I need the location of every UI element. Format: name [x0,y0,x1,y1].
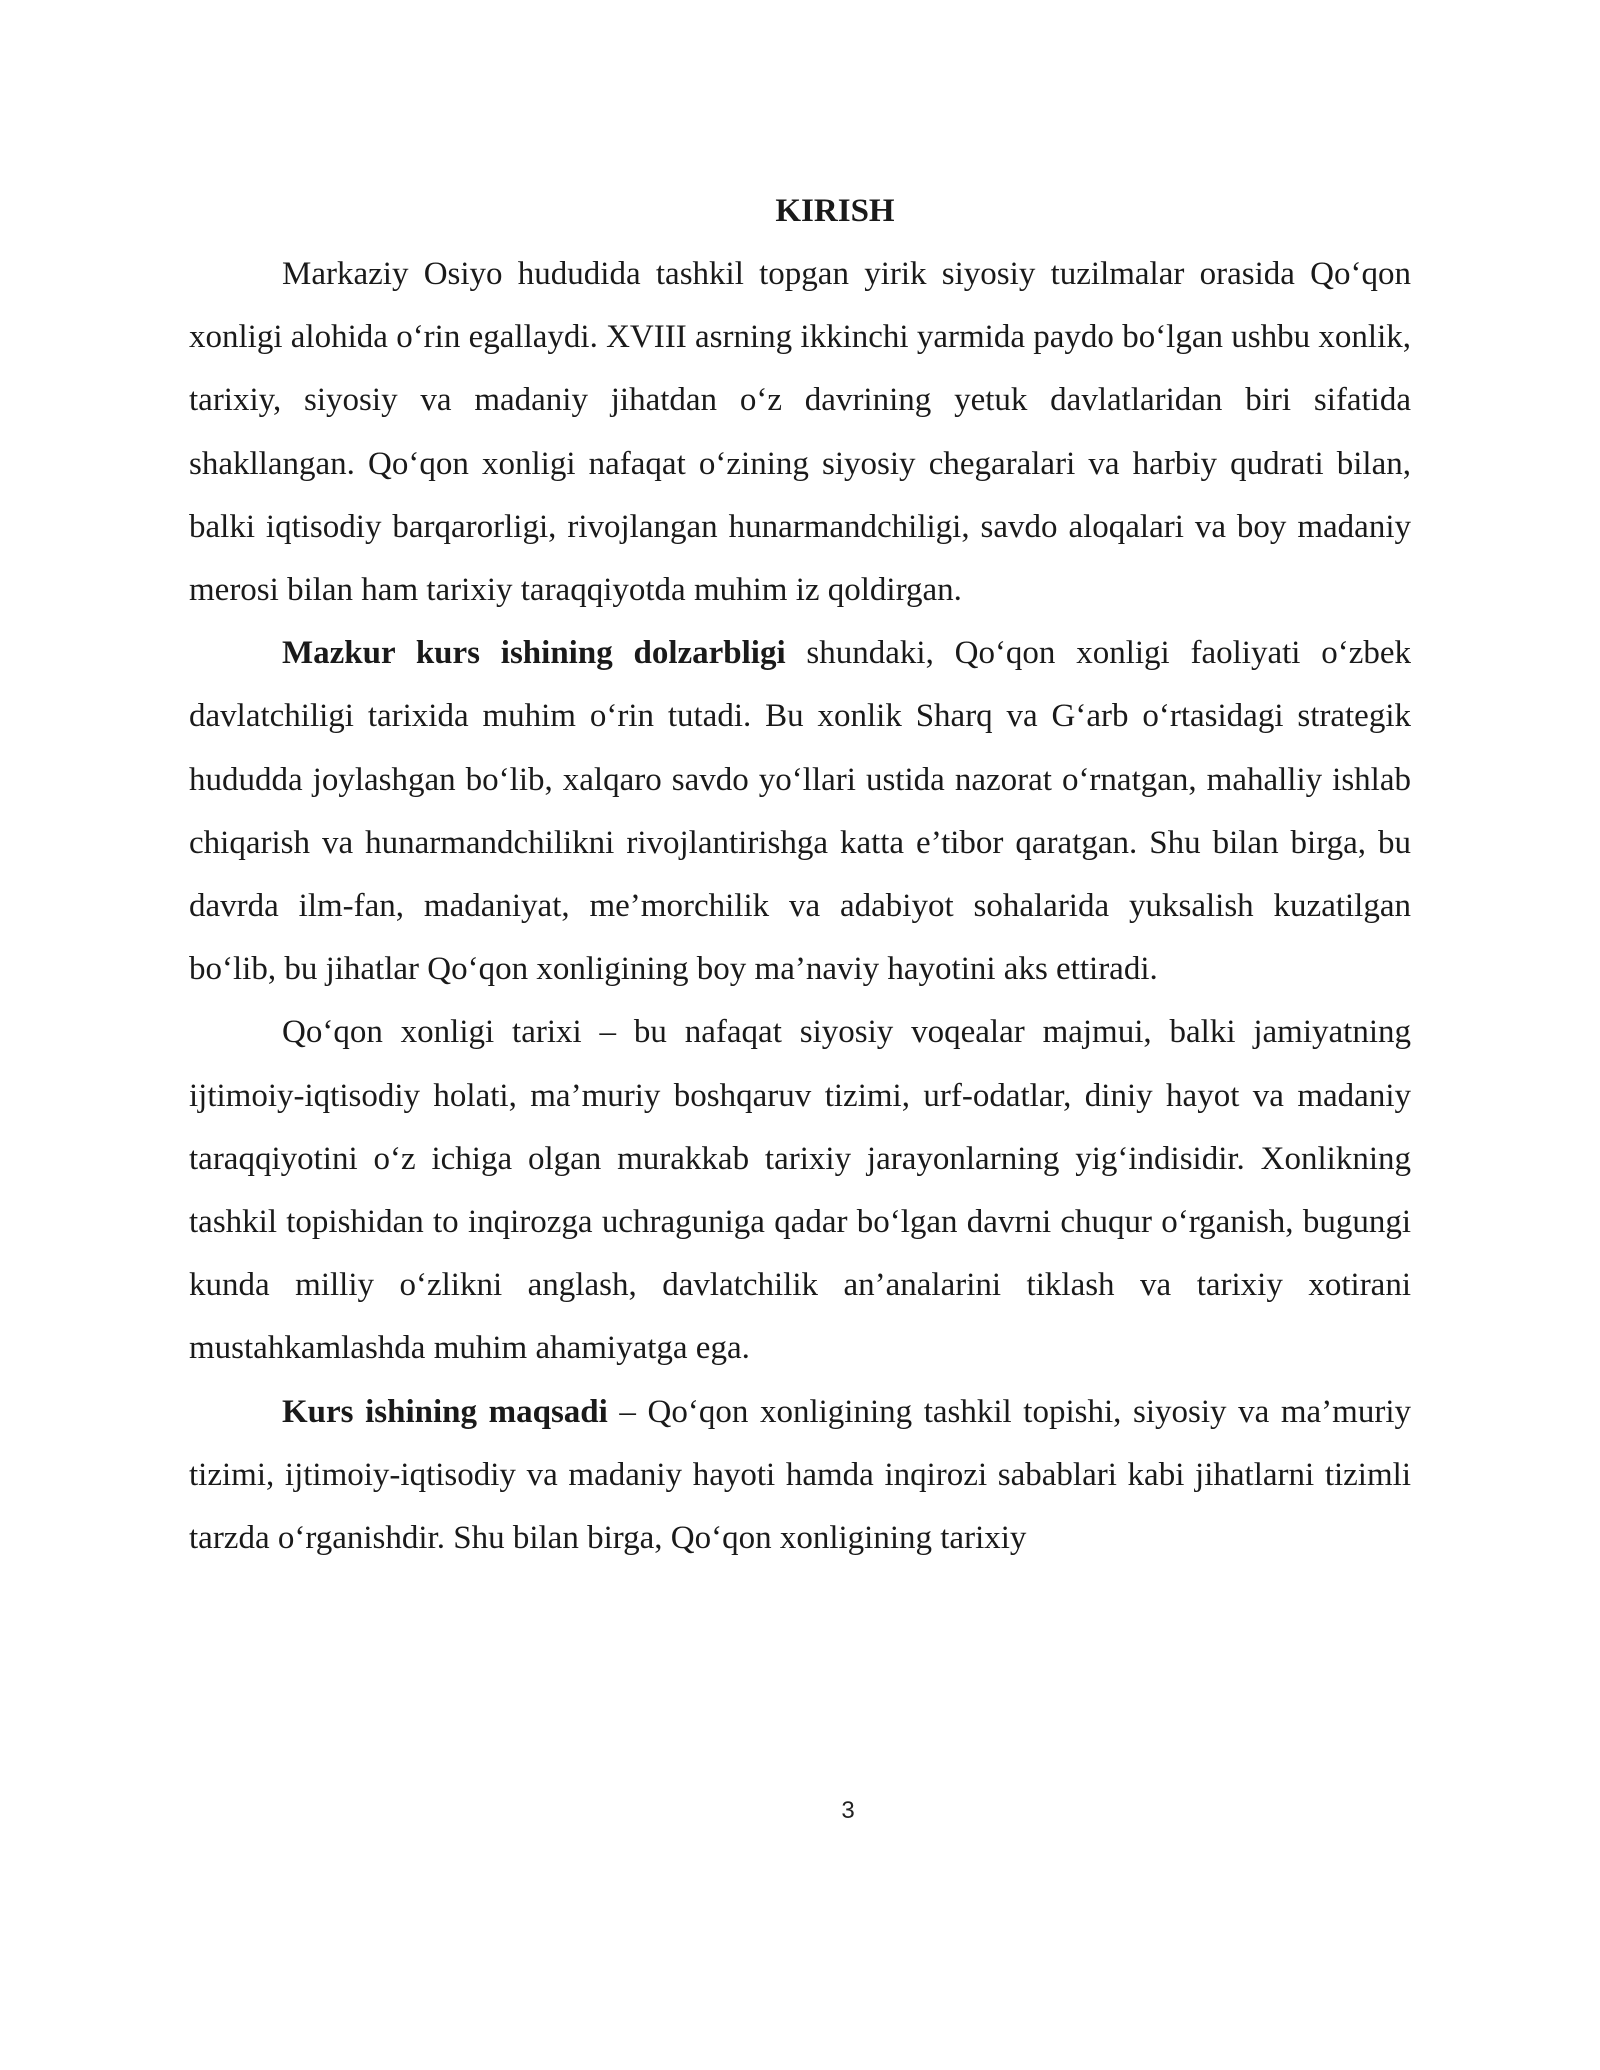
paragraph-relevance [189,622,1411,1001]
page-body [189,180,1411,1570]
paragraph-goal [189,1381,1411,1571]
page-number: 3 [841,1797,855,1824]
paragraph-text: – Qo‘qon xonligining tashkil topishi, siyosiy va ma’muriy tizimi, ijtimoiy-iqtisodiy va madaniy hayoti hamda inqirozi sabablari kabi jihatlarni tizimli tarzda o‘rganishdir. Shu bilan birga, Qo‘qon xonligining tarixiy [189,1393,1412,1557]
page-title: KIRISH [775,193,895,229]
paragraph-text: Markaziy Osiyo hududida tashkil topgan yirik siyosiy tuzilmalar orasida Qo‘qon xonligi alohida o‘rin egallaydi. XVIII asrning ikkinchi yarmida paydo bo‘lgan ushbu xonlik, tarixiy, siyosiy va madaniy jihatdan o‘z davrining yetuk davlatlaridan biri sifatida shakllangan. Qo‘qon xonligi nafaqat o‘zining siyosiy chegaralari va harbiy qudrati bilan, balki iqtisodiy barqarorligi, rivojlangan hunarmandchiligi, savdo aloqalari va boy madaniy merosi bilan ham tarixiy taraqqiyotda muhim iz qoldirgan. [189,256,1411,609]
paragraph-lead-bold: Mazkur kurs ishining dolzarbligi [282,635,786,672]
paragraph-text: shundaki, Qo‘qon xonligi faoliyati o‘zbek davlatchiligi tarixida muhim o‘rin tutadi. Bu xonlik Sharq va G‘arb o‘rtasidagi strategik hududda joylashgan bo‘lib, xalqaro savdo yo‘llari ustida nazorat o‘rnatgan, mahalliy ishlab chiqarish va hunarmandchilikni rivojlantirishga katta e’tibor qaratgan. Shu bilan birga, bu davrda ilm-fan, madaniyat, me’morchilik va adabiyot sohalarida yuksalish kuzatilgan bo‘lib, bu jihatlar Qo‘qon xonligining boy ma’naviy hayotini aks ettiradi. [189,635,1411,988]
paragraph-text: Qo‘qon xonligi tarixi – bu nafaqat siyosiy voqealar majmui, balki jamiyatning ijtimoiy-iqtisodiy holati, ma’muriy boshqaruv tizimi, urf-odatlar, diniy hayot va madaniy taraqqiyotini o‘z ichiga olgan murakkab tarixiy jarayonlarning yig‘indisidir. Xonlikning tashkil topishidan to inqirozga uchraguniga qadar bo‘lgan davrni chuqur o‘rganish, bugungi kunda milliy o‘zlikni anglash, davlatchilik an’analarini tiklash va tarixiy xotirani mustahkamlashda muhim ahamiyatga ega. [189,1014,1411,1367]
paragraph-intro [189,243,1411,622]
paragraph-history [189,1001,1411,1380]
paragraph-lead-bold: Kurs ishining maqsadi [282,1393,608,1430]
